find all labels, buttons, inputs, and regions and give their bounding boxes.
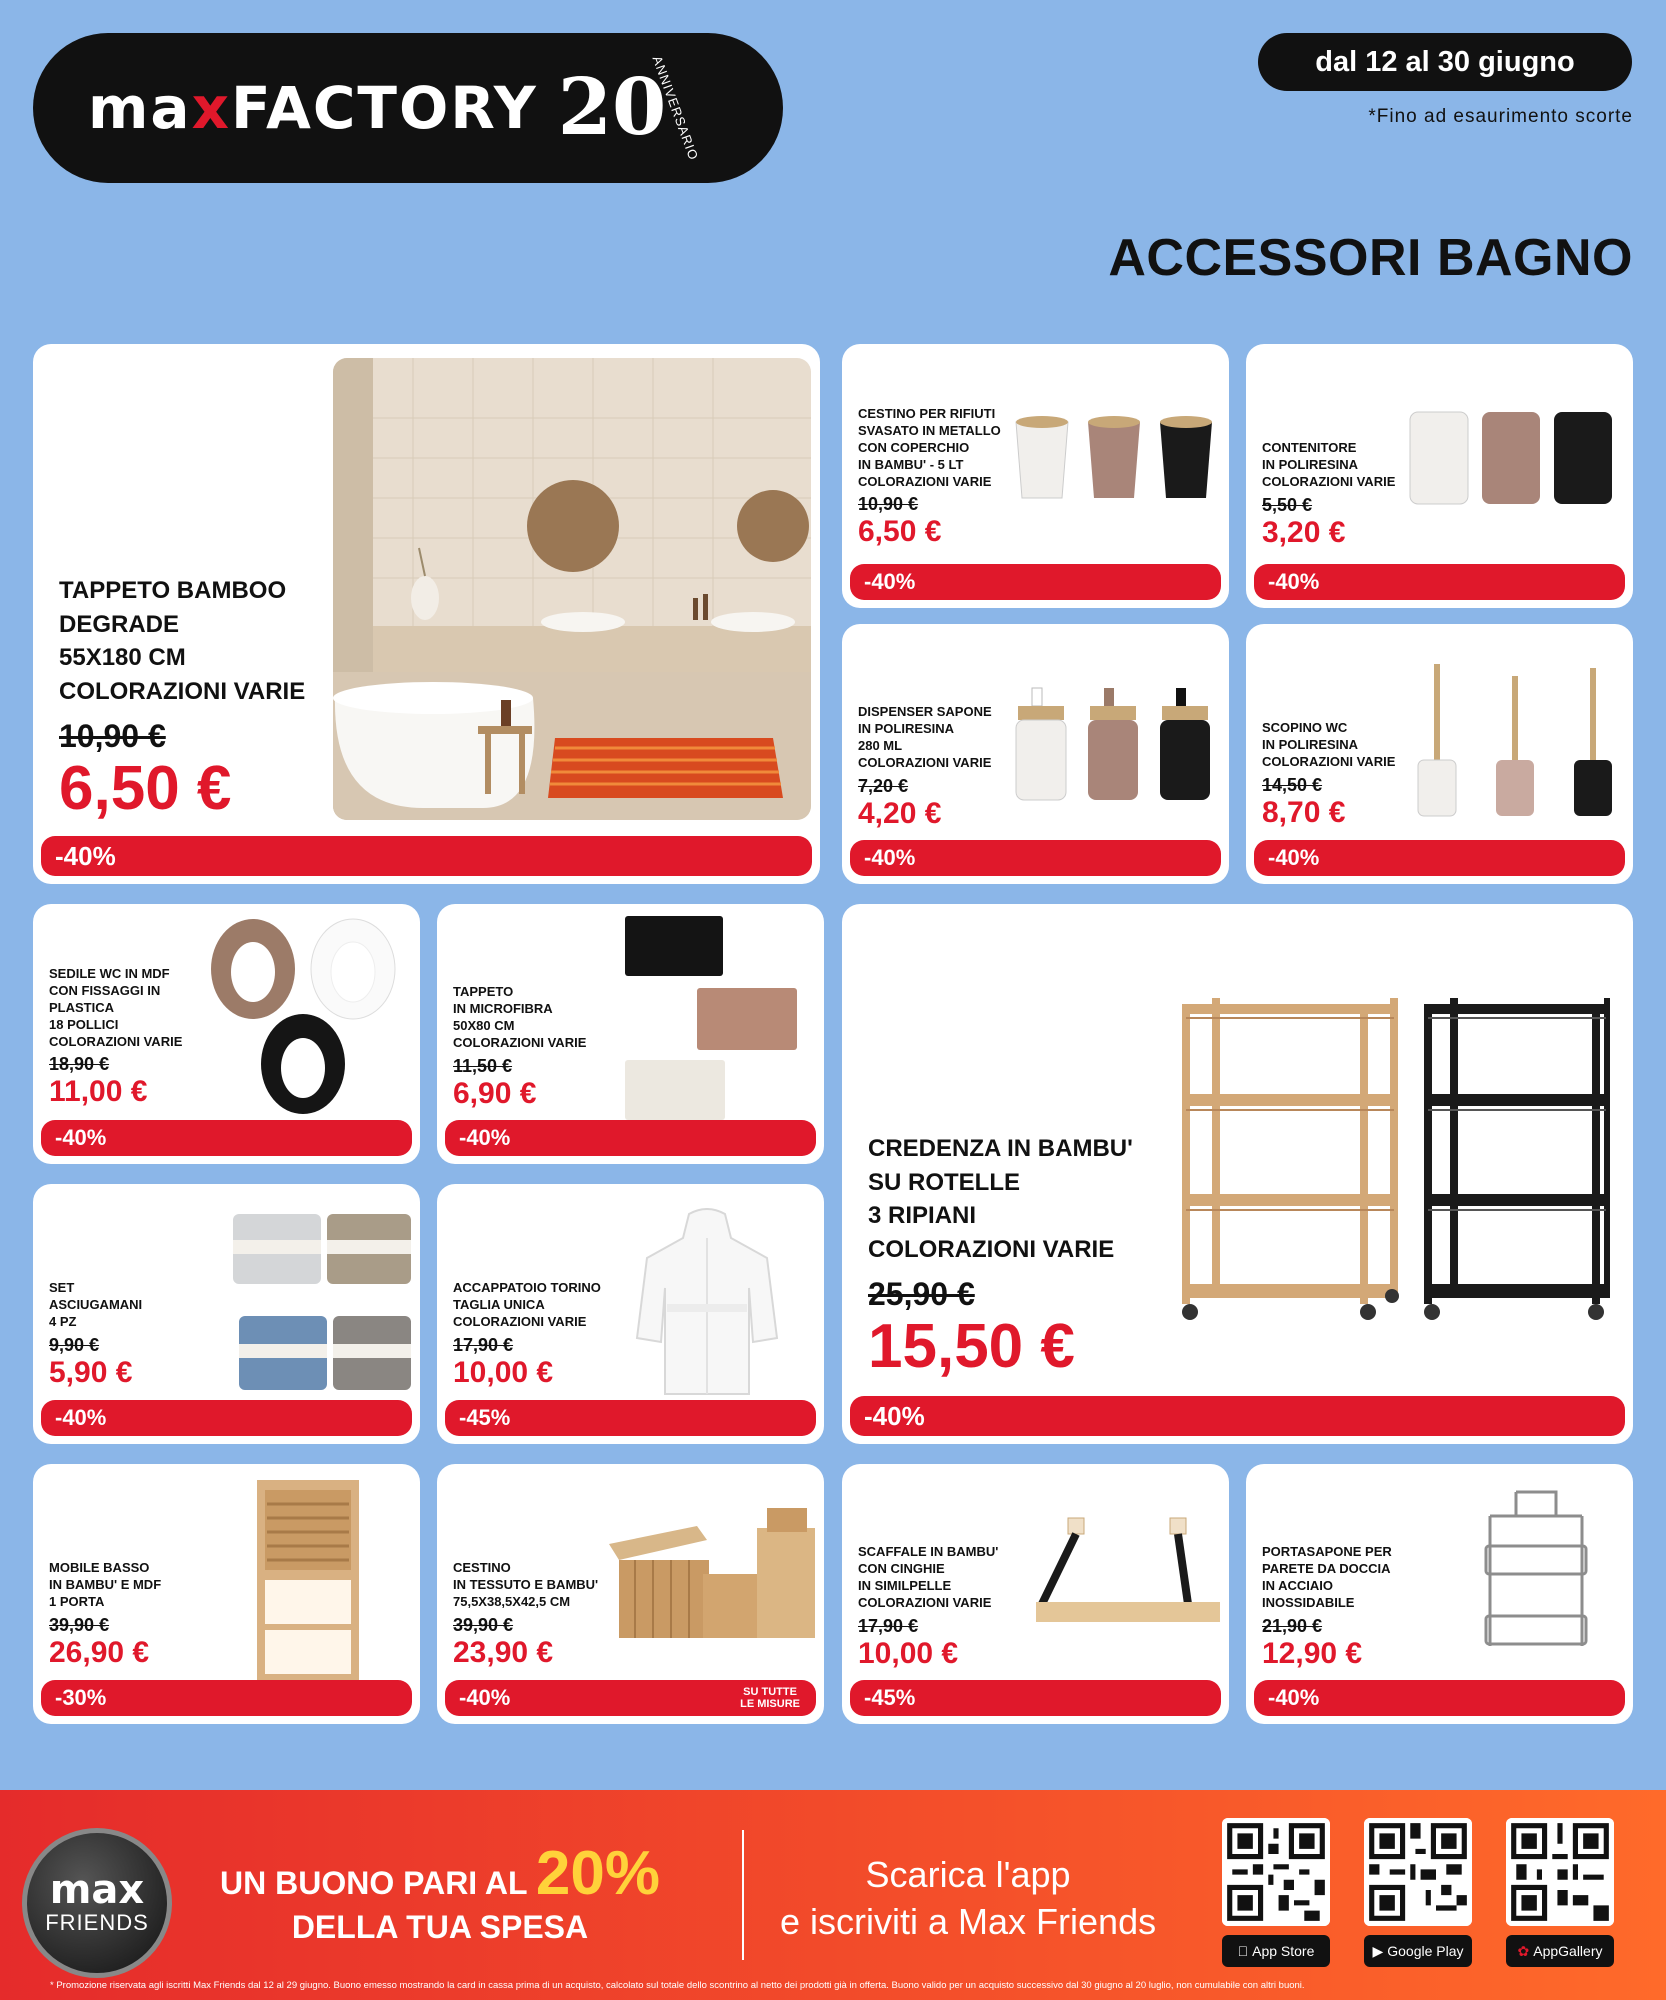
product-card-sedile[interactable]: [33, 904, 420, 1164]
product-new-price: 12,90 €: [1262, 1636, 1363, 1670]
product-card-accappatoio[interactable]: [437, 1184, 824, 1444]
discount-badge: -40%: [41, 1120, 412, 1156]
product-old-price: 10,90 €: [59, 718, 166, 755]
discount-badge: -45%: [445, 1400, 816, 1436]
discount-badge: -40%: [1254, 564, 1625, 600]
apple-icon: [1238, 1943, 1249, 1959]
product-name: TAPPETO IN MICROFIBRA 50X80 CM COLORAZIONI VARIE: [453, 984, 587, 1050]
app-gallery-badge[interactable]: ✿ AppGallery: [1506, 1935, 1614, 1967]
product-old-price: 39,90 €: [49, 1614, 110, 1635]
bathrobe-image: [627, 1208, 787, 1398]
product-new-price: 8,70 €: [1262, 795, 1346, 829]
product-name: CESTINO IN TESSUTO E BAMBU' 75,5X38,5X42,5 CM: [453, 1560, 599, 1609]
waste-bins-image: [1012, 414, 1222, 504]
discount-badge: -40%: [1254, 1680, 1625, 1716]
product-old-price: 25,90 €: [868, 1276, 975, 1313]
product-card-tappeto-microfibra[interactable]: [437, 904, 824, 1164]
discount-badge: -40%: [1254, 840, 1625, 876]
product-name: SEDILE WC IN MDF CON FISSAGGI IN PLASTICA 18 POLLICI COLORAZIONI VARIE: [49, 966, 183, 1049]
product-old-price: 9,90 €: [49, 1334, 100, 1355]
product-new-price: 10,00 €: [858, 1636, 959, 1670]
discount-badge: -40%: [41, 1400, 412, 1436]
product-card-scaffale[interactable]: [842, 1464, 1229, 1724]
size-note: SU TUTTE LE MISURE: [740, 1685, 800, 1710]
product-name: SCOPINO WC IN POLIRESINA COLORAZIONI VARIE: [1262, 720, 1396, 769]
product-old-price: 11,50 €: [453, 1055, 513, 1076]
discount-badge: -40%: [41, 836, 812, 876]
google-play-badge[interactable]: ▶ Google Play: [1364, 1935, 1472, 1967]
product-old-price: 18,90 €: [49, 1054, 110, 1075]
app-store-badge[interactable]: App Store: [1222, 1935, 1330, 1967]
product-card-tappeto-bamboo[interactable]: [33, 344, 820, 884]
anniversary-badge: 20 ANNIVERSARIO: [557, 53, 702, 163]
product-old-price: 17,90 €: [453, 1334, 514, 1355]
product-new-price: 10,00 €: [453, 1355, 554, 1389]
discount-badge: -40%: [850, 564, 1221, 600]
product-new-price: 23,90 €: [453, 1635, 554, 1669]
play-icon: ▶: [1372, 1942, 1384, 1959]
discount-badge: -45%: [850, 1680, 1221, 1716]
product-new-price: 11,00 €: [49, 1075, 148, 1109]
product-name: CESTINO PER RIFIUTI SVASATO IN METALLO CON COPERCHIO IN BAMBU' - 5 LT COLORAZIONI VARIE: [858, 406, 1001, 489]
shower-caddy-image: [1476, 1486, 1596, 1686]
product-new-price: 15,50 €: [868, 1312, 1075, 1382]
soap-dispensers-image: [1012, 684, 1222, 804]
product-card-mobile[interactable]: [33, 1464, 420, 1724]
product-new-price: 4,20 €: [858, 796, 942, 830]
brand-logo: [33, 33, 783, 183]
huawei-icon: ✿: [1517, 1942, 1530, 1959]
product-old-price: 10,90 €: [858, 494, 919, 515]
product-name: MOBILE BASSO IN BAMBU' E MDF 1 PORTA: [49, 1560, 162, 1609]
product-new-price: 5,90 €: [49, 1355, 133, 1389]
product-new-price: 6,90 €: [453, 1076, 537, 1110]
qr-code-app-gallery[interactable]: [1506, 1818, 1614, 1926]
low-cabinet-image: [253, 1476, 363, 1686]
download-app-text: Scarica l'app e iscriviti a Max Friends: [780, 1854, 1157, 1942]
qr-code-google-play[interactable]: [1364, 1818, 1472, 1926]
product-name: PORTASAPONE PER PARETE DA DOCCIA IN ACCIAIO INOSSIDABILE: [1262, 1544, 1392, 1610]
product-new-price: 26,90 €: [49, 1635, 150, 1669]
discount-badge: -40% SU TUTTE LE MISURE: [445, 1680, 816, 1716]
bathroom-scene-image: [333, 358, 811, 820]
hanging-shelf-image: [1022, 1514, 1222, 1634]
product-name: DISPENSER SAPONE IN POLIRESINA 280 ML COLORAZIONI VARIE: [858, 704, 992, 770]
product-card-dispenser[interactable]: [842, 624, 1229, 884]
product-name: CREDENZA IN BAMBU' SU ROTELLE 3 RIPIANI COLORAZIONI VARIE: [868, 1135, 1133, 1263]
product-old-price: 21,90 €: [1262, 1615, 1323, 1636]
page-title: ACCESSORI BAGNO: [1108, 229, 1633, 287]
product-old-price: 7,20 €: [858, 775, 909, 796]
product-name: ACCAPPATOIO TORINO TAGLIA UNICA COLORAZIONI VARIE: [453, 1280, 601, 1329]
qr-code-app-store[interactable]: [1222, 1818, 1330, 1926]
product-new-price: 3,20 €: [1262, 515, 1346, 549]
discount-badge: -40%: [850, 1396, 1625, 1436]
towel-sets-image: [193, 1206, 413, 1396]
toilet-brushes-image: [1406, 660, 1626, 820]
product-old-price: 14,50 €: [1262, 774, 1323, 795]
bamboo-trolleys-image: [1172, 994, 1612, 1324]
laundry-baskets-image: [607, 1504, 817, 1644]
product-name: SCAFFALE IN BAMBU' CON CINGHIE IN SIMILPELLE COLORAZIONI VARIE: [858, 1544, 999, 1610]
product-old-price: 5,50 €: [1262, 494, 1313, 515]
product-card-asciugamani[interactable]: [33, 1184, 420, 1444]
product-card-cestino-tessuto[interactable]: [437, 1464, 824, 1724]
product-new-price: 6,50 €: [858, 515, 942, 549]
brand-wordmark: maxFACTORY: [88, 74, 538, 142]
stock-note: *Fino ad esaurimento scorte: [1368, 106, 1633, 127]
product-new-price: 6,50 €: [59, 754, 232, 824]
product-card-contenitore[interactable]: [1246, 344, 1633, 608]
microfiber-mats-image: [617, 912, 817, 1122]
discount-badge: -40%: [850, 840, 1221, 876]
max-friends-banner: [0, 1790, 1666, 2000]
discount-badge: -40%: [445, 1120, 816, 1156]
product-name: SET ASCIUGAMANI 4 PZ: [49, 1280, 143, 1329]
product-old-price: 17,90 €: [858, 1615, 919, 1636]
product-card-scopino[interactable]: [1246, 624, 1633, 884]
toilet-seats-image: [203, 914, 413, 1124]
containers-image: [1406, 408, 1626, 508]
product-card-portasapone[interactable]: [1246, 1464, 1633, 1724]
product-old-price: 39,90 €: [453, 1614, 514, 1635]
product-name: TAPPETO BAMBOO DEGRADE 55X180 CM COLORAZIONI VARIE: [59, 577, 306, 705]
voucher-promo: UN BUONO PARI AL 20% DELLA TUA SPESA: [220, 1839, 660, 1945]
product-name: CONTENITORE IN POLIRESINA COLORAZIONI VARIE: [1262, 440, 1396, 489]
discount-badge: -30%: [41, 1680, 412, 1716]
divider: [742, 1830, 744, 1960]
promo-dates: dal 12 al 30 giugno: [1258, 33, 1632, 91]
product-card-cestino-rifiuti[interactable]: [842, 344, 1229, 608]
product-card-credenza[interactable]: [842, 904, 1633, 1444]
disclaimer: * Promozione riservata agli iscritti Max Friends dal 12 al 29 giugno. Buono emesso mostrando la card in cassa prima di un acquisto, calcolato sul totale dello scontrino al netto dei prodotti già in offerta. Buono valido per un acquisto successivo dal 30 giugno al 20 luglio, non cumulabile con altri buoni.: [50, 1980, 1305, 1991]
max-friends-logo: max FRIENDS: [22, 1828, 172, 1978]
